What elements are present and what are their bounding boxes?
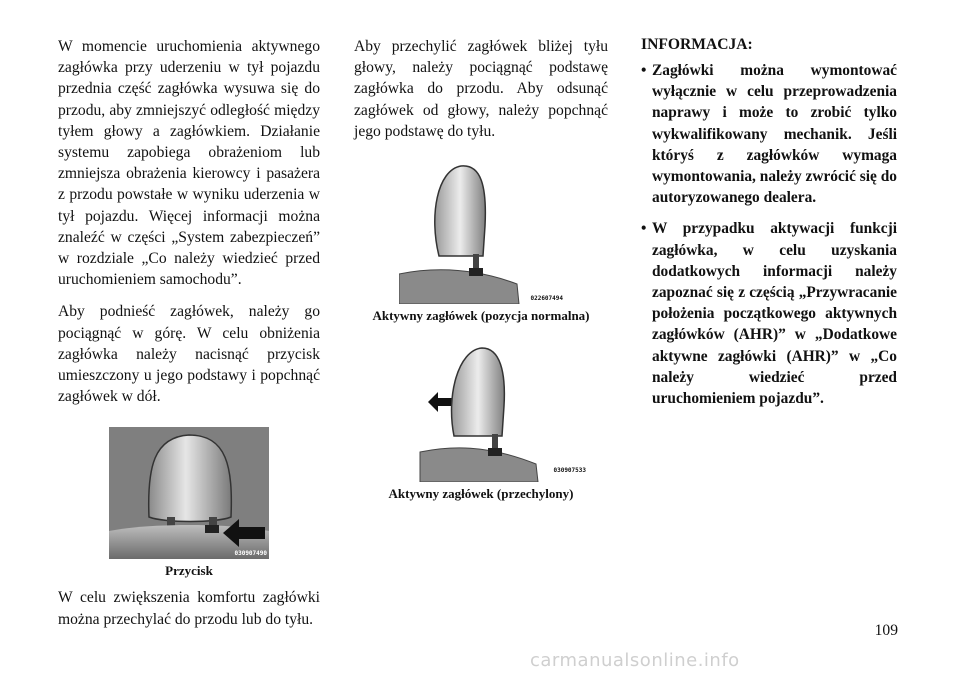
figure-normal-position	[399, 156, 563, 304]
figure-code: 030907533	[553, 467, 586, 475]
bullet-icon: •	[641, 220, 647, 238]
info-list	[641, 60, 897, 409]
column-middle	[354, 36, 608, 502]
headrest-button-illustration	[109, 427, 269, 559]
column-right	[641, 36, 897, 419]
watermark: carmanualsonline.info	[530, 650, 740, 671]
figure-code: 022607494	[530, 295, 563, 303]
figure-code: 030907490	[234, 550, 267, 558]
paragraph-tilt-instructions: Aby przechylić zagłówek bliżej tyłu głowy, należy pociągnąć podstawę zagłówka do przodu. Aby odsunąć zagłówek od głowy, należy popchnąć jego podstawę do tyłu.	[354, 38, 608, 140]
info-title: INFORMACJA:	[641, 36, 753, 53]
headrest-normal-illustration	[399, 156, 563, 304]
info-item	[641, 60, 897, 208]
headrest-tilted-illustration	[376, 340, 586, 482]
figure-caption: Aktywny zagłówek (przechylony)	[388, 486, 574, 502]
column-left	[58, 36, 320, 641]
page-number: 109	[874, 622, 898, 639]
figure-caption: Przycisk	[165, 563, 213, 579]
bullet-icon: •	[641, 62, 647, 79]
info-item-text: W przypadku aktywacji funkcji zagłówka, w celu uzyskania dodatkowych informacji należy zapoznać się z częścią „Przywracanie położenia początkowego aktywnych zagłówków (AHR)” w „Dodatkowe aktywne zagłówki (AHR)” w „Co należy wiedzieć przed uruchomieniem pojazdu”.	[652, 220, 897, 408]
figure-caption: Aktywny zagłówek (pozycja normalna)	[372, 308, 590, 324]
info-item	[641, 218, 897, 409]
paragraph-tilt: W celu zwiększenia komfortu zagłówki można przechylać do przodu lub do tyłu.	[58, 589, 320, 628]
figure-button	[109, 427, 269, 559]
figure-tilted-position	[376, 340, 586, 482]
paragraph-active-headrest: W momencie uruchomienia aktywnego zagłówka przy uderzeniu w tył pojazdu przednia część zagłówka wysuwa się do przodu, aby zmniejszyć odległość między tyłem głowy a zagłówkiem. Działanie systemu zapobiega obrażeniom lub zmniejsza obrażenia kierowcy i pasażera z przodu powstałe w wyniku uderzenia w tył pojazdu. Więcej informacji można znaleźć w części „System zabezpieczeń” w rozdziale „Co należy wiedzieć przed uruchomieniem samochodu”.	[58, 38, 320, 289]
info-item-text: Zagłówki można wymontować wyłącznie w celu przeprowadzenia naprawy i może to zrobić tylko wykwalifikowany mechanik. Jeśli któryś z zagłówków wymaga wymontowania, należy zwrócić się do autoryzowanego dealera.	[652, 62, 897, 207]
paragraph-raise-lower: Aby podnieść zagłówek, należy go pociągnąć w górę. W celu obniżenia zagłówka należy nacisnąć przycisk umieszczony u jego podstawy i popchnąć zagłówek w dół.	[58, 303, 320, 406]
